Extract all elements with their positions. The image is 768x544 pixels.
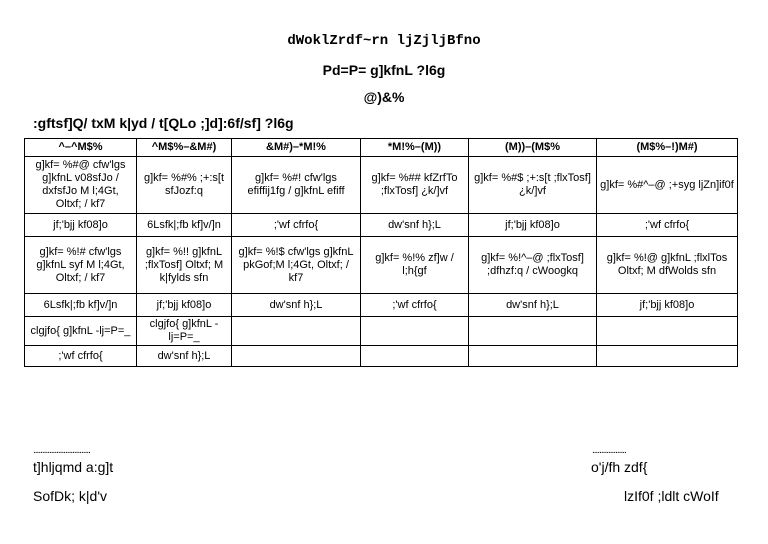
table-cell: g]kf= %## kfZrfTo ;flxTosf] ¿k/]vf [361,157,469,214]
table-cell: jf;'bjj kf08]o [597,294,738,317]
table-cell: g]kf= %#! cfw'lgs efiffij1fg / g]kfnL efiff [232,157,361,214]
header-cell: (M$%–!)M#) [597,139,738,157]
table-header-row [25,139,738,157]
table-cell [361,317,469,346]
signatory-role-left: SofDk; k|d'v [33,488,107,504]
table-cell: ;'wf cfrfo{ [361,294,469,317]
table-cell: jf;'bjj kf08]o [25,214,137,237]
table-cell: clgjfo{ g]kfnL -lj=P=_ [25,317,137,346]
routine-table [24,138,738,367]
table-cell: g]kf= %#$ ;+:s[t ;flxTosf] ¿k/]vf [469,157,597,214]
table-cell [232,346,361,367]
table-cell [597,317,738,346]
table-cell [232,317,361,346]
header-cell: &M#)–*M!% [232,139,361,157]
table-cell [469,346,597,367]
table-row [25,157,738,214]
table-cell: dw'snf h};L [361,214,469,237]
header-cell: ^M$%–&M#) [137,139,232,157]
table-cell: dw'snf h};L [232,294,361,317]
table-row [25,317,738,346]
table-cell: ;'wf cfrfo{ [25,346,137,367]
table-row [25,346,738,367]
table-cell: g]kf= %!! g]kfnL ;flxTosf] Oltxf; M k|fylds sfn [137,237,232,294]
document-year: @)&% [363,89,405,105]
table-cell: ;'wf cfrfo{ [232,214,361,237]
table-cell: dw'snf h};L [469,294,597,317]
document-subtitle: Pd=P= g]kfnL ?l6g [322,62,446,78]
table-cell: jf;'bjj kf08]o [469,214,597,237]
table-cell: dw'snf h};L [137,346,232,367]
table-cell: g]kf= %!$ cfw'lgs g]kfnL pkGof;M l;4Gt, Oltxf; / kf7 [232,237,361,294]
table-cell [597,346,738,367]
table-cell: clgjfo{ g]kfnL -lj=P=_ [137,317,232,346]
table-cell: 6Lsfk|;fb kf]v/]n [25,294,137,317]
table-cell: g]kf= %!% zf]w / l;h{gf [361,237,469,294]
header-cell: ^–^M$% [25,139,137,157]
table-row [25,294,738,317]
header-cell: (M))–(M$% [469,139,597,157]
signature-line-left: ................................ [33,445,90,456]
signature-line-right: ................... [592,445,626,456]
table-cell [361,346,469,367]
signatory-role-right: lzIf0f ;ldlt cWoIf [624,488,719,504]
table-cell: g]kf= %!@ g]kfnL ;flxlTos Oltxf; M dfWolds sfn [597,237,738,294]
table-cell: g]kf= %!# cfw'lgs g]kfnL syf M l;4Gt, Oltxf; / kf7 [25,237,137,294]
table-cell: jf;'bjj kf08]o [137,294,232,317]
signatory-name-right: o'j/fh zdf{ [591,459,648,475]
table-cell: ;'wf cfrfo{ [597,214,738,237]
table-cell: g]kf= %#% ;+:s[t sfJozf:q [137,157,232,214]
table-cell: 6Lsfk|;fb kf]v/]n [137,214,232,237]
table-row [25,214,738,237]
header-cell: *M!%–(M)) [361,139,469,157]
document-title: dWoklZrdf~rn ljZjljBfno [287,33,481,49]
table-cell: g]kf= %#@ cfw'lgs g]kfnL v08sfJo / dxfsfJo M l;4Gt, Oltxf; / kf7 [25,157,137,214]
table-row [25,237,738,294]
table-cell: g]kf= %#^–@ ;+syg ljZn]if0f [597,157,738,214]
table-heading: :gftsf]Q/ txM k|yd / t[QLo ;]d]:6f/sf] ?l6g [33,115,294,131]
signatory-name-left: t]hljqmd a:g]t [33,459,114,475]
table-cell [469,317,597,346]
table-cell: g]kf= %!^–@ ;flxTosf] ;dfhzf:q / cWoogkq [469,237,597,294]
